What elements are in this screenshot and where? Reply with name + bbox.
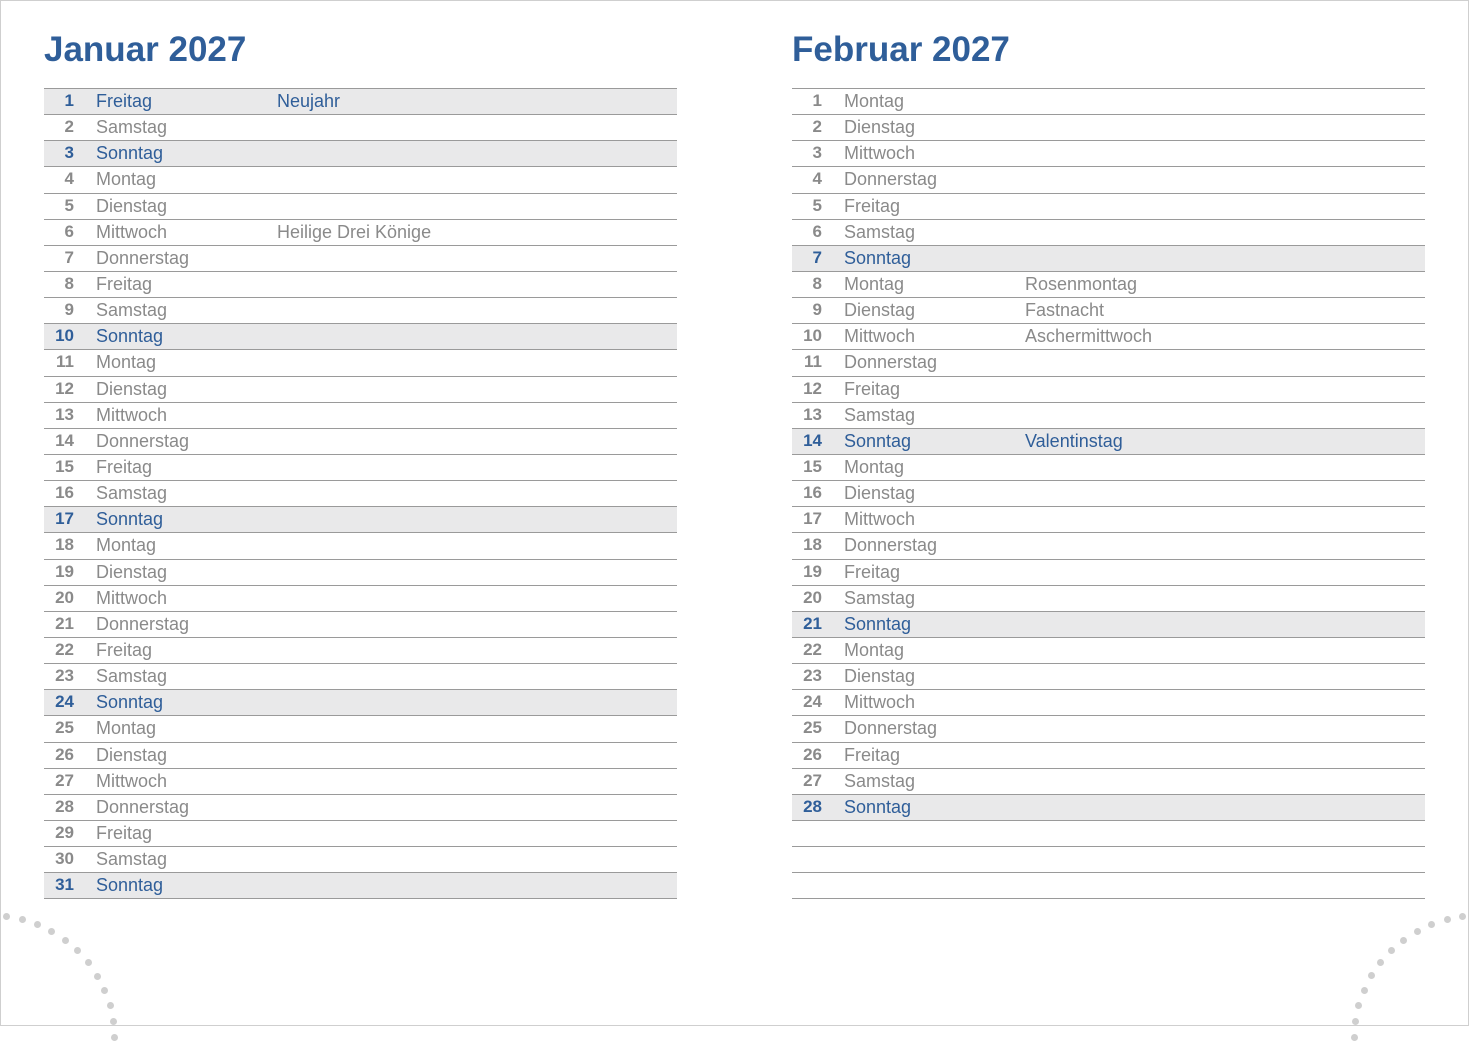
day-row (792, 115, 1425, 141)
day-name: Sonntag (844, 796, 912, 817)
day-row (44, 246, 677, 272)
day-number: 7 (812, 247, 822, 267)
day-row (44, 769, 677, 795)
day-name: Sonntag (96, 143, 164, 164)
day-number: 12 (55, 378, 74, 398)
day-name: Samstag (96, 300, 168, 321)
decorative-dot (111, 1034, 118, 1041)
day-number: 25 (55, 718, 74, 738)
day-name: Montag (844, 639, 905, 660)
day-name: Montag (844, 273, 905, 294)
day-number: 8 (812, 273, 822, 293)
day-name: Freitag (844, 744, 901, 765)
day-name: Dienstag (96, 378, 168, 399)
day-number: 28 (803, 796, 822, 816)
decorative-dot (94, 973, 101, 980)
day-number: 13 (803, 404, 822, 424)
decorative-dot (1400, 937, 1407, 944)
decorative-dot (62, 937, 69, 944)
day-number: 5 (64, 195, 74, 215)
day-number: 23 (55, 666, 74, 686)
day-name: Sonntag (844, 430, 912, 451)
day-number: 4 (812, 169, 822, 189)
day-row (44, 403, 677, 429)
day-row (44, 664, 677, 690)
day-number: 9 (64, 300, 74, 320)
day-row (44, 586, 677, 612)
day-number: 26 (55, 744, 74, 764)
month-title: Februar 2027 (792, 30, 1010, 69)
day-row (792, 795, 1425, 821)
day-number: 11 (56, 352, 74, 372)
day-number: 24 (55, 692, 74, 712)
day-row (44, 167, 677, 193)
decorative-dot (110, 1018, 117, 1025)
day-number: 15 (803, 456, 822, 476)
day-row (44, 377, 677, 403)
day-number: 2 (64, 117, 74, 137)
day-name: Dienstag (96, 744, 168, 765)
day-name: Freitag (96, 273, 153, 294)
day-number: 3 (64, 143, 74, 163)
day-name: Samstag (844, 404, 916, 425)
day-row (792, 429, 1425, 455)
day-row (44, 743, 677, 769)
day-name: Freitag (844, 378, 901, 399)
day-number: 13 (55, 404, 74, 424)
day-number: 8 (64, 273, 74, 293)
day-row (792, 612, 1425, 638)
day-number: 2 (812, 117, 822, 137)
day-row (792, 638, 1425, 664)
day-row (44, 690, 677, 716)
day-name: Dienstag (844, 483, 916, 504)
day-row (792, 272, 1425, 298)
day-row (44, 716, 677, 742)
blank-row (792, 847, 1425, 873)
day-row (792, 533, 1425, 559)
day-number: 28 (55, 796, 74, 816)
day-row (44, 324, 677, 350)
day-row (44, 89, 677, 115)
decorative-dot (19, 916, 26, 923)
day-name: Donnerstag (96, 430, 190, 451)
day-number: 21 (803, 613, 822, 633)
day-name: Sonntag (96, 326, 164, 347)
day-name: Donnerstag (844, 169, 938, 190)
day-row (792, 586, 1425, 612)
day-row (44, 429, 677, 455)
day-number: 19 (803, 561, 822, 581)
day-row (44, 272, 677, 298)
day-name: Samstag (96, 849, 168, 870)
day-name: Dienstag (96, 561, 168, 582)
day-name: Montag (844, 91, 905, 111)
day-row (792, 350, 1425, 376)
day-number: 24 (803, 692, 822, 712)
day-row (792, 403, 1425, 429)
day-number: 1 (64, 91, 74, 110)
day-number: 10 (803, 326, 822, 346)
day-name: Samstag (844, 587, 916, 608)
day-row (44, 821, 677, 847)
day-name: Mittwoch (96, 404, 168, 425)
day-name: Montag (844, 456, 905, 477)
day-name: Montag (96, 169, 157, 190)
day-list (44, 88, 677, 899)
day-name: Donnerstag (96, 796, 190, 817)
day-name: Donnerstag (844, 718, 938, 739)
day-number: 19 (55, 561, 74, 581)
day-row (44, 873, 677, 899)
day-name: Donnerstag (844, 535, 938, 556)
day-number: 23 (803, 666, 822, 686)
holiday-note: Rosenmontag (1025, 273, 1138, 294)
holiday-note: Neujahr (277, 91, 341, 111)
decorative-dot (1361, 987, 1368, 994)
day-row (792, 507, 1425, 533)
day-row (792, 664, 1425, 690)
day-row (44, 638, 677, 664)
day-number: 30 (55, 849, 74, 869)
day-number: 18 (55, 535, 74, 555)
decorative-dot (34, 921, 41, 928)
day-name: Freitag (844, 195, 901, 216)
day-name: Sonntag (844, 613, 912, 634)
day-number: 14 (55, 430, 74, 450)
day-name: Dienstag (96, 195, 168, 216)
day-number: 22 (55, 639, 74, 659)
day-number: 27 (55, 770, 74, 790)
holiday-note: Fastnacht (1025, 300, 1105, 321)
decorative-dot (1414, 928, 1421, 935)
day-number: 16 (55, 483, 74, 503)
day-row (792, 455, 1425, 481)
day-name: Samstag (844, 770, 916, 791)
day-row (44, 847, 677, 873)
day-number: 9 (812, 300, 822, 320)
day-name: Mittwoch (96, 770, 168, 791)
decorative-dot (1444, 916, 1451, 923)
day-row (792, 298, 1425, 324)
day-number: 17 (803, 509, 822, 529)
day-row (792, 89, 1425, 115)
day-row (44, 612, 677, 638)
day-name: Samstag (96, 117, 168, 138)
day-row (792, 246, 1425, 272)
day-name: Mittwoch (844, 692, 916, 713)
day-number: 22 (803, 639, 822, 659)
day-number: 6 (812, 221, 822, 241)
day-row (44, 220, 677, 246)
day-row (792, 716, 1425, 742)
day-row (44, 560, 677, 586)
day-row (44, 350, 677, 376)
blank-row (792, 821, 1425, 847)
day-name: Freitag (96, 822, 153, 843)
day-name: Sonntag (96, 875, 164, 896)
day-name: Mittwoch (844, 143, 916, 164)
day-number: 17 (55, 509, 74, 529)
day-number: 29 (55, 822, 74, 842)
day-row (792, 743, 1425, 769)
day-number: 20 (55, 587, 74, 607)
day-name: Donnerstag (96, 247, 190, 268)
day-row (792, 481, 1425, 507)
day-name: Donnerstag (844, 352, 938, 373)
day-name: Dienstag (844, 117, 916, 138)
decorative-dot (1351, 1034, 1358, 1041)
day-number: 14 (803, 430, 822, 450)
day-name: Sonntag (96, 509, 164, 530)
day-name: Montag (96, 718, 157, 739)
day-number: 3 (812, 143, 822, 163)
day-name: Samstag (844, 221, 916, 242)
day-name: Montag (96, 535, 157, 556)
holiday-note: Heilige Drei Könige (277, 221, 432, 242)
day-name: Sonntag (96, 692, 164, 713)
day-row (44, 141, 677, 167)
day-row (792, 769, 1425, 795)
decorative-dot (3, 913, 10, 920)
day-name: Samstag (96, 483, 168, 504)
day-row (44, 507, 677, 533)
day-name: Freitag (96, 456, 153, 477)
day-name: Mittwoch (844, 509, 916, 530)
day-name: Freitag (96, 91, 153, 111)
day-row (44, 481, 677, 507)
day-number: 7 (64, 247, 74, 267)
holiday-note: Valentinstag (1025, 430, 1123, 451)
day-name: Mittwoch (96, 221, 168, 242)
day-name: Sonntag (844, 247, 912, 268)
day-number: 25 (803, 718, 822, 738)
day-row (792, 220, 1425, 246)
day-row (792, 560, 1425, 586)
day-number: 11 (804, 352, 822, 372)
day-name: Dienstag (844, 666, 916, 687)
month-title: Januar 2027 (44, 30, 247, 69)
day-name: Freitag (844, 561, 901, 582)
day-name: Donnerstag (96, 613, 190, 634)
day-row (44, 455, 677, 481)
day-number: 21 (55, 613, 74, 633)
day-number: 31 (55, 875, 74, 895)
day-number: 16 (803, 483, 822, 503)
day-row (792, 194, 1425, 220)
day-row (792, 167, 1425, 193)
day-number: 26 (803, 744, 822, 764)
day-number: 4 (64, 169, 74, 189)
day-name: Dienstag (844, 300, 916, 321)
day-number: 27 (803, 770, 822, 790)
day-number: 18 (803, 535, 822, 555)
decorative-dot (107, 1002, 114, 1009)
day-name: Samstag (96, 666, 168, 687)
day-name: Montag (96, 352, 157, 373)
day-number: 20 (803, 587, 822, 607)
day-number: 1 (812, 91, 822, 110)
day-row (44, 115, 677, 141)
blank-row (792, 873, 1425, 899)
day-name: Mittwoch (844, 326, 916, 347)
day-number: 10 (55, 326, 74, 346)
day-row (792, 377, 1425, 403)
day-row (44, 194, 677, 220)
day-list (792, 88, 1425, 899)
day-number: 12 (803, 378, 822, 398)
day-name: Freitag (96, 639, 153, 660)
decorative-dot (1352, 1018, 1359, 1025)
day-row (44, 298, 677, 324)
day-number: 6 (64, 221, 74, 241)
day-row (44, 795, 677, 821)
day-number: 5 (812, 195, 822, 215)
holiday-note: Aschermittwoch (1025, 326, 1153, 347)
day-name: Mittwoch (96, 587, 168, 608)
day-number: 15 (55, 456, 74, 476)
day-row (792, 690, 1425, 716)
day-row (792, 141, 1425, 167)
day-row (792, 324, 1425, 350)
day-row (44, 533, 677, 559)
